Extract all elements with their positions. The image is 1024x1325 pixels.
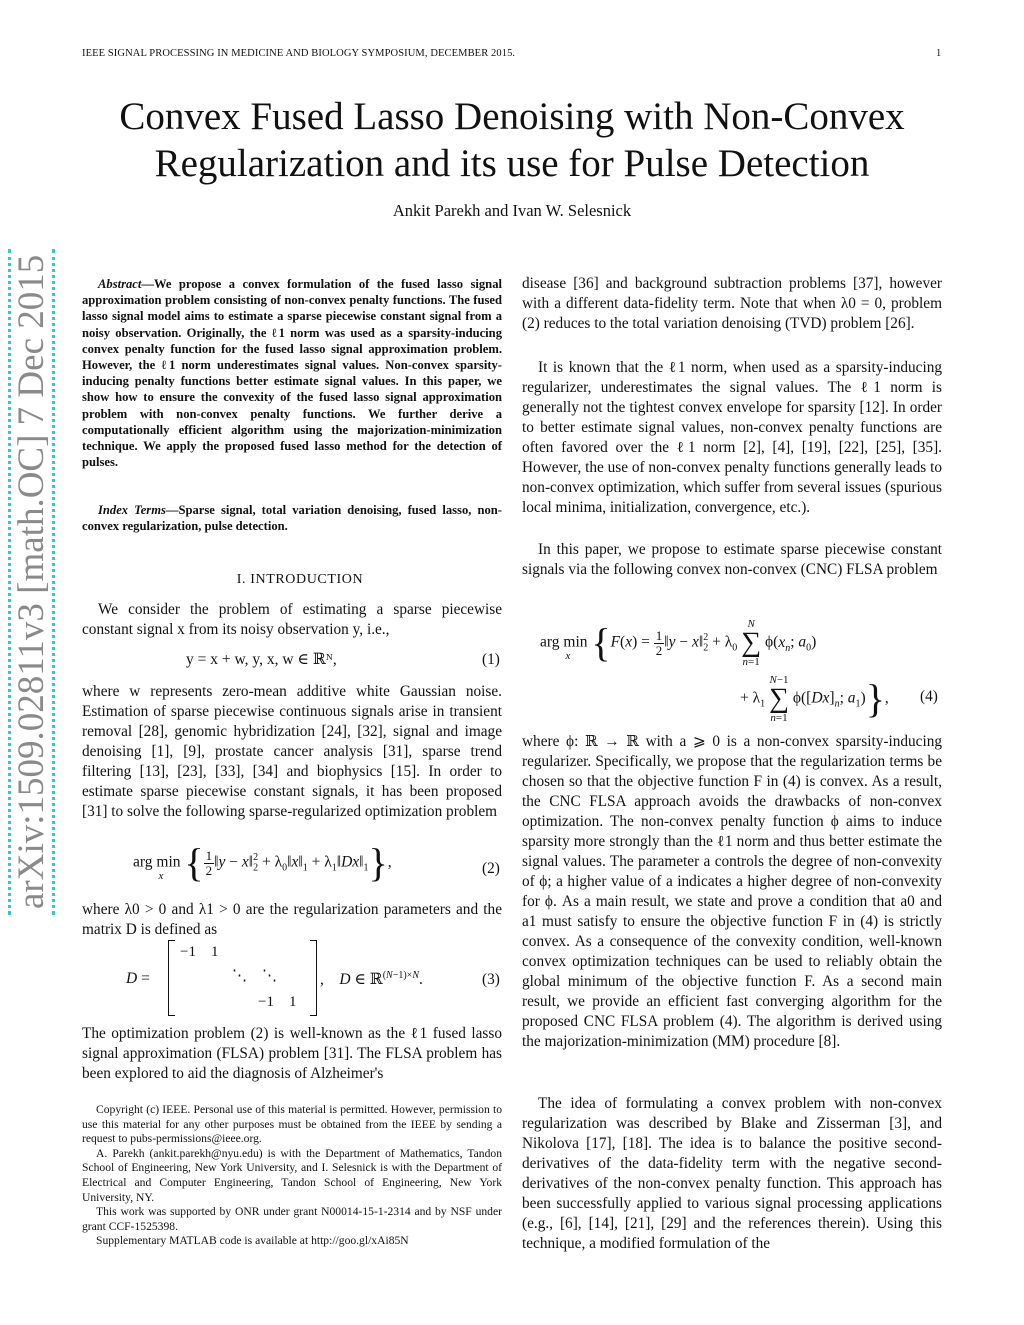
equation-3-lhs: D = [126,970,150,987]
authors: Ankit Parekh and Ivan W. Selesnick [392,201,632,220]
page-number: 1 [936,48,942,59]
matrix-row-1: −1 1 [180,944,219,960]
paper-title [60,93,964,187]
intro-paragraph-4: The optimization problem (2) is well-known as the ℓ1 fused lasso signal approximation (FLSA) problem [31]. The FLSA problem has been explored to aid the diagnosis of Alzheimer's [82,1025,502,1082]
equation-4-number: (4) [920,688,938,705]
equation-2-number: (2) [482,860,500,877]
footnote-funding: This work was supported by ONR under grant N00014-15-1-2314 and by NSF under grant CCF-1525398. [82,1205,502,1233]
matrix-right-bracket [310,940,317,1016]
right-paragraph-5: The idea of formulating a convex problem with non-convex regularization was described by Blake and Zisserman [3], and Nikolova [17], [18]. The idea is to balance the positive second-derivatives of the data-fidelity term with the negative second-derivatives of the non-convex penalty function. This approach has been successfully applied to various signal processing applications (e.g., [6], [14], [21], [29] and the references therein). Using this technique, a modified formulation of the [522,1095,942,1252]
running-head: IEEE SIGNAL PROCESSING IN MEDICINE AND BIOLOGY SYMPOSIUM, DECEMBER 2015. [82,48,516,59]
intro-paragraph-2: where w represents zero-mean additive white Gaussian noise. Estimation of sparse piecewise continuous signals arise in transient removal [28], genomic hybridization [24], [32], signal and image denoising [1], [9], prostate cancer analysis [31], sparse trend filtering [13], [23], [33], [34] and biophysics [15]. In order to estimate sparse piecewise constant signals, it has been proposed [31] to solve the following sparse-regularized optimization problem [82,683,502,820]
index-terms-text: —Sparse signal, total variation denoising, fused lasso, non-convex regularization, pulse detection. [82,503,502,534]
equation-3-domain: , D ∈ ℝ$^{(N-1)\times N}$. [320,970,423,989]
abstract-text: —We propose a convex formulation of the fused lasso signal approximation problem consisting of non-convex penalty functions. The fused lasso signal model aims to estimate a sparse piecewise constant signal from a noisy observation. Originally, the ℓ1 norm was used as a sparsity-inducing convex penalty function for the fused lasso signal approximation problem. However, the ℓ1 norm underestimates signal values. Non-convex sparsity-inducing penalty functions better estimate signal values. In this paper, we show how to ensure the convexity of the fused lasso signal approximation problem with non-convex penalty functions. We further derive a computationally efficient algorithm using the majorization-minimization technique. We apply the proposed fused lasso method for the detection of pulses. [82,277,502,470]
section-heading-introduction: I. INTRODUCTION [236,572,364,587]
right-paragraph-2: It is known that the ℓ1 norm, when used as a sparsity-inducing regularizer, underestimates the signal values. The ℓ1 norm is generally not the tightest convex envelope for sparsity [12]. In order to better estimate signal values, non-convex penalty functions are often favored over the ℓ1 norm [2], [4], [19], [22], [25], [35]. However, the use of non-convex penalty functions generally leads to non-convex optimization, which suffer from several issues (spurious local minima, initialization, convergence, etc.). [522,359,942,516]
footnotes [82,1103,502,1249]
arxiv-stamp-text: arXiv:1509.02811v3 [math.OC] 7 Dec 2015 [8,249,55,915]
index-terms-lead: Index Terms [98,503,166,517]
matrix-row-last: −1 1 [258,994,297,1010]
equation-2: arg min x { $\frac{1}{2}$ ‖y − $x‖_2^2$ + $\lambda_0‖x‖_1$ + $\lambda_1‖Dx‖_1$}, [133,840,392,885]
equation-3-number: (3) [482,971,500,988]
intro-paragraph-1: We consider the problem of estimating a sparse piecewise constant signal x from its noisy observation y, i.e., [82,601,502,638]
equation-1-number: (1) [482,651,500,668]
equation-4-line-1: arg min x {F(x) = $\frac{1}{2}$ ‖y − $x‖_2^2 + \lambda_0$ N ∑ n=1 $\phi(x_n$; $a_0$) [540,618,817,668]
footnote-affiliation: A. Parekh (ankit.parekh@nyu.edu) is with the Department of Mathematics, Tandon School of Engineering, New York University, and I. Selesnick is with the Department of Electrical and Computer Engineering, Tandon School of Engineering, New York University, NY. [82,1146,502,1204]
footnote-copyright: Copyright (c) IEEE. Personal use of this material is permitted. However, permission to use this material for any other purposes must be obtained from the IEEE by sending a request to pubs-permissions@ieee.org. [82,1103,502,1146]
equation-4-line-2: + $\lambda_1$ N−1 ∑ n=1 $\phi([Dx]_n$; $a_1$)}, [740,674,889,724]
matrix-row-dots: ⋱ ⋱ [232,968,277,984]
arxiv-stamp [10,254,54,915]
matrix-left-bracket [168,940,175,1016]
right-paragraph-4: where ϕ: ℝ → ℝ with a ⩾ 0 is a non-convex sparsity-inducing regularizer. Specifically, we propose that the regularization terms be chosen so that the objective function F in (4) is convex. As a result, the CNC FLSA approach avoids the drawbacks of non-convex optimization. The non-convex penalty function ϕ aims to induce sparsity more strongly than the ℓ1 norm and thus better estimate the signal values. The parameter a controls the degree of non-convexity of ϕ; a higher value of a indicates a higher degree of non-convexity for ϕ. As a main result, we state and prove a condition that a0 and a1 must satisfy to ensure the objective function F in (4) is strictly convex. As a consequence of the convexity condition, well-known convex optimization techniques can be used to reliably obtain the global minimum of the objective function F. As a second main result, we provide an efficient fast converging algorithm for the proposed CNC FLSA problem (4). The algorithm is derived using the majorization-minimization (MM) procedure [8]. [522,733,942,1050]
index-terms [82,502,502,534]
right-paragraph-3: In this paper, we propose to estimate sparse piecewise constant signals via the following convex non-convex (CNC) FLSA problem [522,541,942,578]
title-line-2: Regularization and its use for Pulse Detection [154,142,870,185]
title-line-1: Convex Fused Lasso Denoising with Non-Convex [119,95,905,138]
abstract-lead: Abstract [98,277,142,291]
equation-1: y = x + w, y, x, w ∈ ℝᴺ, [186,651,337,668]
footnote-code: Supplementary MATLAB code is available at http://goo.gl/xAi85N [96,1234,409,1248]
intro-paragraph-3: where λ0 > 0 and λ1 > 0 are the regularization parameters and the matrix D is defined as [82,901,502,938]
right-paragraph-1: disease [36] and background subtraction problems [37], however with a different data-fidelity term. Note that when λ0 = 0, problem (2) reduces to the total variation denoising (TVD) problem [26]. [522,275,942,332]
abstract [82,276,502,470]
